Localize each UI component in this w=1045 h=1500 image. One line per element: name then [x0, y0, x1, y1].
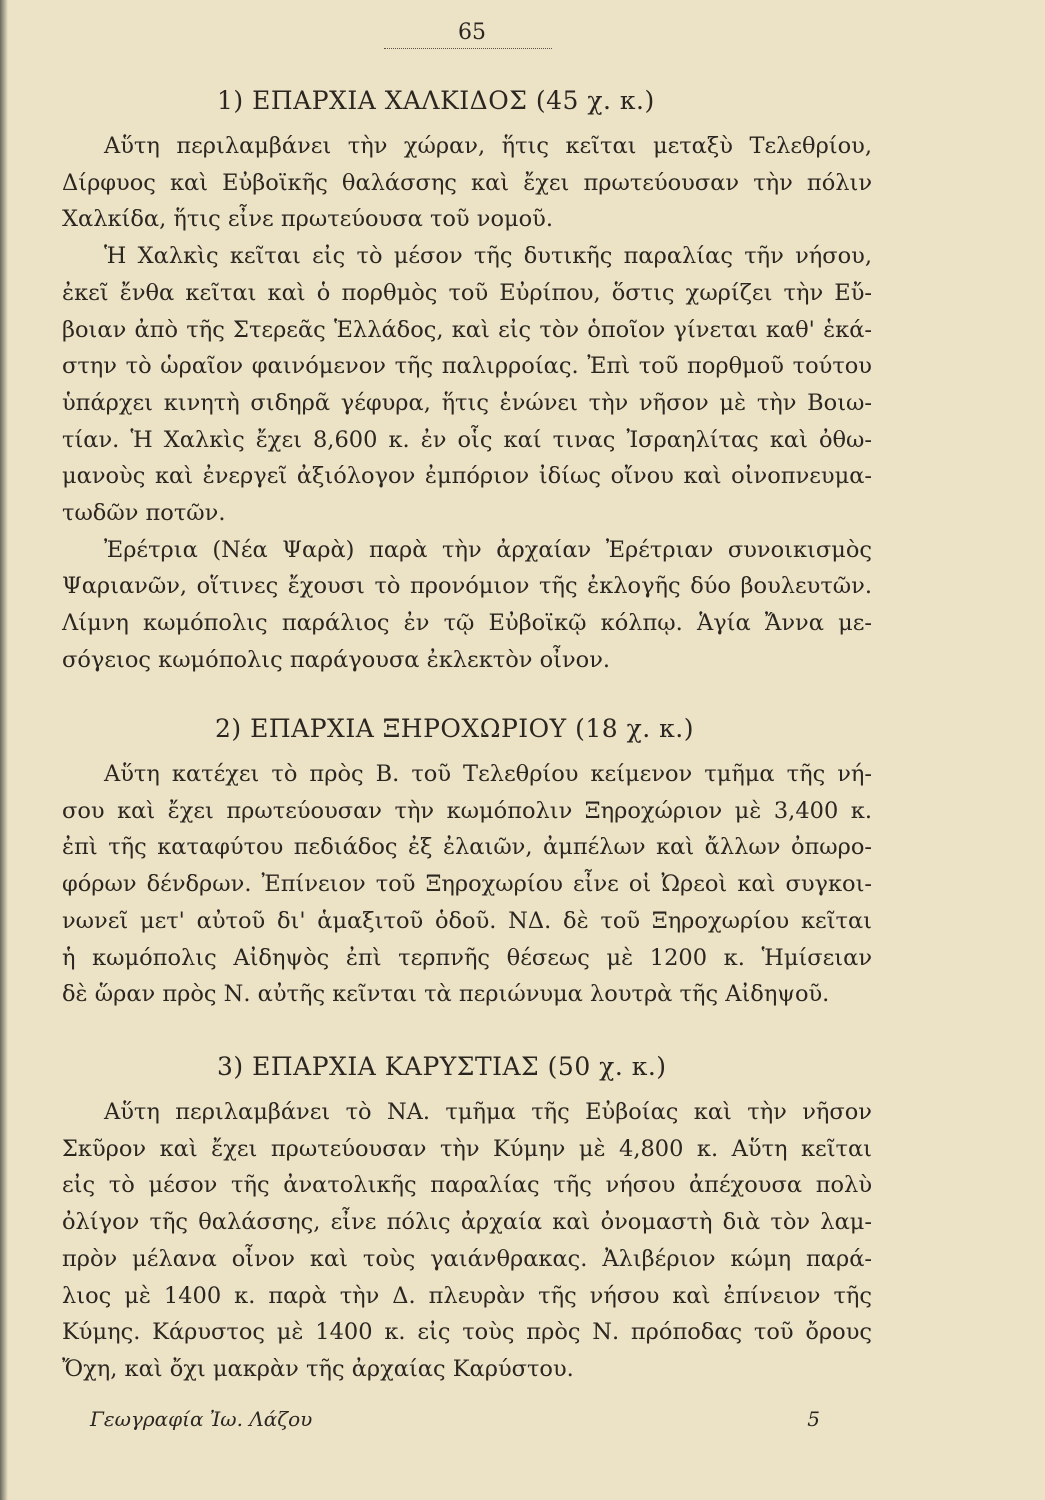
header-rule	[384, 48, 552, 49]
text-line: Ψαριανῶν, οἵτινες ἔχουσι τὸ προνόμιον τῆς ἐκλογῆς δύο βουλευτῶν.	[62, 573, 872, 600]
text-line: ἐκεῖ ἔνθα κεῖται καὶ ὁ πορθμὸς τοῦ Εὐρίπου, ὅστις χωρίζει τὴν Εὔ-	[62, 279, 872, 306]
text-line: Αὕτη περιλαμβάνει τὸ ΝΑ. τμῆμα τῆς Εὐβοίας καὶ τὴν νῆσον	[104, 1099, 872, 1125]
text-line: Λίμνη κωμόπολις παράλιος ἐν τῷ Εὐβοϊκῷ κόλπῳ. Ἁγία Ἄννα με-	[62, 610, 872, 637]
section-heading-xirochori: 2) ΕΠΑΡΧΙΑ ΞΗΡΟΧΩΡΙΟΥ (18 χ. κ.)	[215, 714, 694, 743]
text-line: τίαν. Ἡ Χαλκὶς ἔχει 8,600 κ. ἐν οἷς καί τινας Ἰσραηλίτας καὶ ὀθω-	[62, 426, 872, 453]
section-heading-chalkis: 1) ΕΠΑΡΧΙΑ ΧΑΛΚΙΔΟΣ (45 χ. κ.)	[217, 86, 655, 115]
text-line: Δίρφυος καὶ Εὐβοϊκῆς θαλάσσης καὶ ἔχει πρωτεύουσαν τὴν πόλιν	[62, 169, 872, 196]
text-line: βοιαν ἀπὸ τῆς Στερεᾶς Ἑλλάδος, καὶ εἰς τὸν ὁποῖον γίνεται καθ' ἑκά-	[62, 316, 872, 343]
text-line: λιος μὲ 1400 κ. παρὰ τὴν Δ. πλευρὰν τῆς νήσου καὶ ἐπίνειον τῆς	[62, 1282, 872, 1309]
text-line: Ἡ Χαλκὶς κεῖται εἰς τὸ μέσον τῆς δυτικῆς παραλίας τῆν νήσου,	[104, 243, 872, 270]
text-line: ἐπὶ τῆς καταφύτου πεδιάδος ἐξ ἐλαιῶν, ἀμπέλων καὶ ἄλλων ὀπωρο-	[62, 834, 872, 861]
text-line: σόγειος κωμόπολις παράγουσα ἐκλεκτὸν οἶνον.	[62, 646, 611, 673]
section-body-chalkis	[62, 128, 872, 679]
text-line: εἰς τὸ μέσον τῆς ἀνατολικῆς παραλίας τῆς νήσου ἀπέχουσα πολὺ	[62, 1172, 872, 1199]
text-line: Αὕτη κατέχει τὸ πρὸς Β. τοῦ Τελεθρίου κείμενον τμῆμα τῆς νή-	[104, 761, 872, 787]
text-line: πρὸν μέλανα οἶνον καὶ τοὺς γαιάνθρακας. Ἀλιβέριον κώμη παρά-	[62, 1245, 872, 1272]
text-line: ὀλίγον τῆς θαλάσσης, εἶνε πόλις ἀρχαία καὶ ὀνομαστὴ διὰ τὸν λαμ-	[62, 1209, 872, 1236]
text-line: ὑπάρχει κινητὴ σιδηρᾶ γέφυρα, ἥτις ἑνώνει τὴν νῆσον μὲ τὴν Βοιω-	[62, 389, 872, 416]
text-line: Χαλκίδα, ἥτις εἶνε πρωτεύουσα τοῦ νομοῦ.	[62, 206, 553, 233]
page-edge-shadow	[0, 0, 8, 1500]
text-line: Αὕτη περιλαμβάνει τὴν χώραν, ἥτις κεῖται μεταξὺ Τελεθρίου,	[104, 133, 872, 159]
text-line: φόρων δένδρων. Ἐπίνειον τοῦ Ξηροχωρίου εἶνε οἱ Ὠρεοὶ καὶ συγκοι-	[62, 871, 872, 898]
section-body-xirochori	[62, 756, 872, 1013]
text-line: μανοὺς καὶ ἐνεργεῖ ἀξιόλογον ἐμπόριον ἰδίως οἴνου καὶ οἰνοπνευμα-	[62, 463, 872, 490]
text-line: Κύμης. Κάρυστος μὲ 1400 κ. εἰς τοὺς πρὸς Ν. πρόποδας τοῦ ὄρους	[62, 1319, 872, 1346]
text-line: σου καὶ ἔχει πρωτεύουσαν τὴν κωμόπολιν Ξηροχώριον μὲ 3,400 κ.	[62, 797, 872, 824]
text-line: δὲ ὥραν πρὸς Ν. αὐτῆς κεῖνται τὰ περιώνυμα λουτρὰ τῆς Αἰδηψοῦ.	[62, 981, 830, 1008]
section-body-karystia	[62, 1094, 872, 1388]
text-line: στην τὸ ὡραῖον φαινόμενον τῆς παλιρροίας. Ἐπὶ τοῦ πορθμοῦ τούτου	[62, 353, 872, 380]
footer	[90, 1407, 820, 1431]
text-line: Σκῦρον καὶ ἔχει πρωτεύουσαν τὴν Κύμην μὲ 4,800 κ. Αὕτη κεῖται	[62, 1135, 872, 1162]
signature-mark: 5	[807, 1407, 820, 1431]
text-line: Ὄχη, καὶ ὄχι μακρὰν τῆς ἀρχαίας Καρύστου.	[62, 1355, 574, 1382]
page-number: 65	[458, 20, 486, 45]
text-line: Ἐρέτρια (Νέα Ψαρὰ) παρὰ τὴν ἀρχαίαν Ἐρέτριαν συνοικισμὸς	[104, 536, 872, 563]
footer-book-title: Γεωγραφία Ἰω. Λάζου	[90, 1407, 313, 1431]
text-line: νωνεῖ μετ' αὐτοῦ δι' ἁμαξιτοῦ ὁδοῦ. ΝΔ. δὲ τοῦ Ξηροχωρίου κεῖται	[62, 907, 872, 934]
text-line: τωδῶν ποτῶν.	[62, 500, 226, 527]
text-line: ἡ κωμόπολις Αἰδηψὸς ἐπὶ τερπνῆς θέσεως μὲ 1200 κ. Ἡμίσειαν	[62, 944, 872, 971]
section-heading-karystia: 3) ΕΠΑΡΧΙΑ ΚΑΡΥΣΤΙΑΣ (50 χ. κ.)	[217, 1052, 667, 1081]
